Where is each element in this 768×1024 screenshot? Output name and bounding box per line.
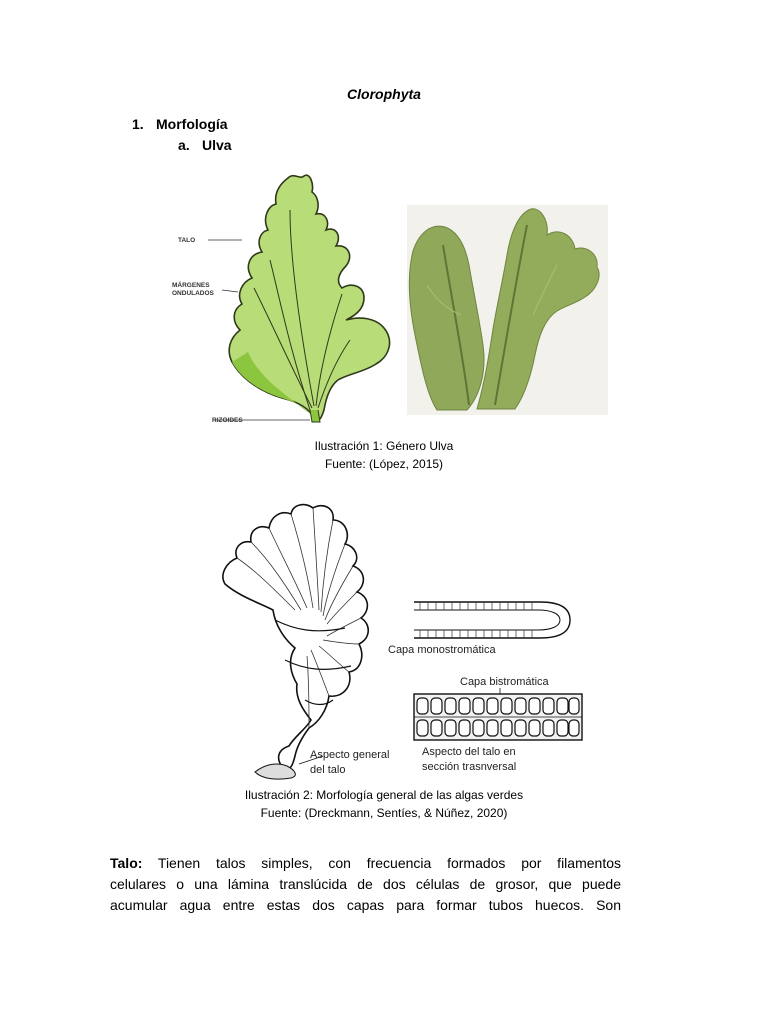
- subheading-letter: a.: [178, 137, 190, 153]
- document-title: Clorophyta: [347, 86, 421, 102]
- label-capa-monostromatica: Capa monostromática: [388, 644, 496, 656]
- figure1-caption: [0, 437, 768, 473]
- label-rizoides: RIZOIDES: [212, 417, 243, 424]
- figure2-caption-line2: Fuente: (Dreckmann, Sentíes, & Núñez, 2020): [260, 806, 508, 820]
- paragraph-line2: celulares o una lámina translúcida de dos células de grosor, que puede: [110, 876, 621, 892]
- paragraph-label: Talo:: [110, 855, 143, 871]
- heading-text: Morfología: [156, 116, 228, 132]
- label-margenes-line2: ONDULADOS: [172, 290, 214, 297]
- heading-ulva: [178, 137, 232, 153]
- ulva-illustration: [170, 170, 410, 430]
- figure2-caption-line1: Ilustración 2: Morfología general de las algas verdes: [244, 788, 524, 802]
- thallus-drawing: [215, 500, 390, 780]
- heading-number: 1.: [132, 116, 144, 132]
- paragraph-line1-text: Tienen talos simples, con frecuencia formados por filamentos: [142, 855, 621, 871]
- label-aspecto-talo-line1: Aspecto del talo en: [422, 746, 516, 758]
- subheading-text: Ulva: [202, 137, 232, 153]
- figure2-caption: [0, 786, 768, 822]
- paragraph-line3: acumular agua entre estas dos capas para formar tubos huecos. Son: [110, 897, 621, 913]
- label-margenes-line1: MÁRGENES: [172, 282, 210, 289]
- heading-morfologia: [132, 116, 228, 132]
- ulva-photo: [407, 205, 608, 415]
- talo-paragraph: [110, 853, 621, 916]
- figure1-caption-line2: Fuente: (López, 2015): [324, 457, 444, 471]
- aspect-general-label: [305, 744, 415, 778]
- label-aspecto-general-line1: Aspecto general: [310, 749, 390, 761]
- label-capa-bistromatica: Capa bistromática: [460, 676, 549, 688]
- label-talo: TALO: [178, 237, 196, 244]
- label-aspecto-general-line2: del talo: [310, 764, 346, 776]
- label-aspecto-talo-line2: sección trasnversal: [422, 761, 517, 773]
- paragraph-line1: [110, 853, 621, 874]
- figure1-caption-line1: Ilustración 1: Género Ulva: [314, 439, 454, 453]
